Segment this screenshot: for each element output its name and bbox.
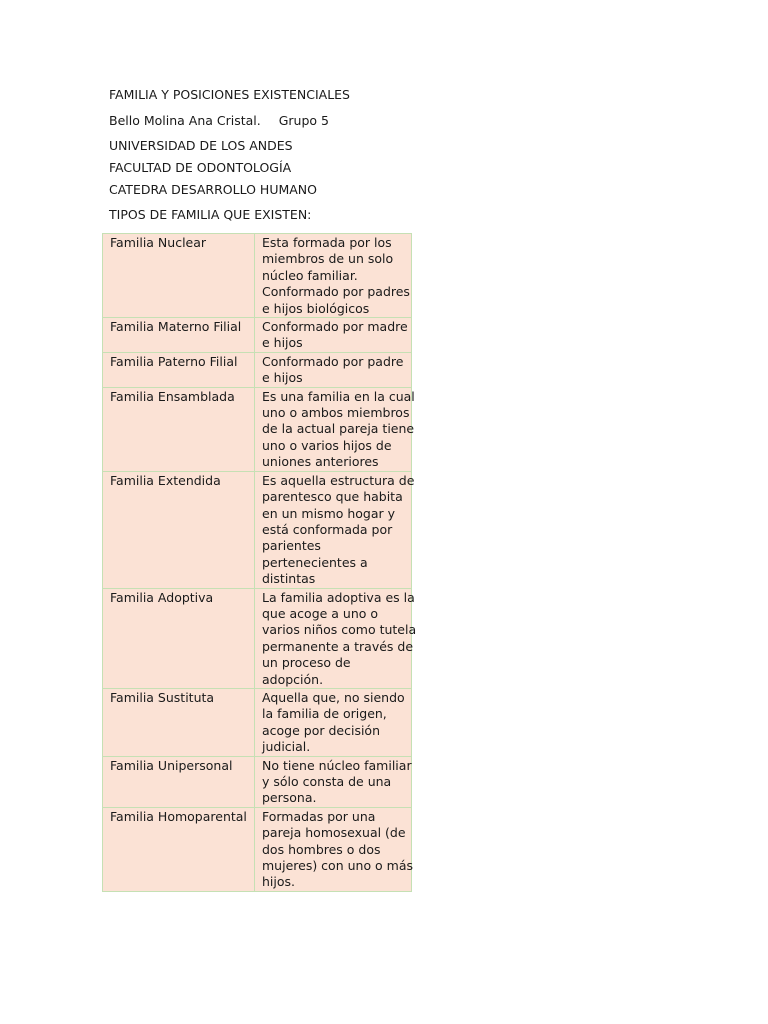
university-name: UNIVERSIDAD DE LOS ANDES: [109, 138, 293, 153]
description-line: está conformada por: [262, 521, 393, 537]
family-type-description: [255, 318, 412, 353]
description-line: en un mismo hogar y: [262, 505, 396, 521]
family-type-name: Familia Nuclear: [103, 234, 255, 318]
family-type-name: Familia Unipersonal: [103, 756, 255, 807]
group-label: Grupo 5: [278, 113, 329, 128]
family-types-table: [102, 233, 417, 892]
description-line: No tiene núcleo familiar: [262, 757, 412, 773]
table-row: [103, 318, 412, 353]
description-line: y sólo consta de una: [262, 774, 392, 789]
description-line: la familia de origen,: [262, 706, 387, 722]
family-type-description: [255, 588, 417, 688]
description-line: núcleo familiar.: [262, 267, 358, 283]
table-row: [103, 588, 412, 688]
description-line: Aquella que, no siendo: [262, 689, 405, 705]
description-line: que acoge a uno o: [262, 605, 379, 621]
description-line: La familia adoptiva es la: [262, 589, 415, 605]
description-line: hijos.: [262, 874, 296, 890]
author-line: [109, 113, 329, 129]
family-type-name: Familia Adoptiva: [103, 588, 255, 688]
description-line: pertenecientes a: [262, 554, 368, 570]
description-line: un proceso de: [262, 655, 351, 671]
family-type-description: [255, 234, 412, 318]
description-line: e hijos: [262, 370, 303, 386]
table-row: [103, 688, 412, 756]
description-line: miembros de un solo: [262, 251, 394, 267]
description-line: parientes: [262, 538, 321, 554]
description-line: Conformado por padre: [262, 353, 404, 369]
description-line: Conformado por madre: [262, 319, 408, 335]
family-type-name: Familia Ensamblada: [103, 387, 255, 471]
description-line: persona.: [262, 790, 317, 806]
family-type-description: [255, 352, 412, 387]
description-line: Esta formada por los: [262, 235, 392, 250]
table-row: [103, 352, 412, 387]
description-line: adopción.: [262, 671, 324, 687]
description-line: dos hombres o dos: [262, 841, 381, 857]
description-line: Conformado por padres: [262, 284, 410, 300]
family-type-name: Familia Materno Filial: [103, 318, 255, 353]
family-type-name: Familia Extendida: [103, 471, 255, 588]
description-line: e hijos biológicos: [262, 300, 370, 316]
description-line: e hijos: [262, 335, 303, 351]
family-type-description: [255, 471, 415, 588]
description-line: Es una familia en la cual: [262, 388, 415, 404]
family-type-name: Familia Paterno Filial: [103, 352, 255, 387]
course-name: CATEDRA DESARROLLO HUMANO: [109, 182, 317, 197]
family-type-description: [255, 807, 412, 891]
description-line: uno o varios hijos de: [262, 437, 392, 453]
description-line: acoge por decisión: [262, 722, 380, 738]
table-row: [103, 756, 412, 807]
document-title: FAMILIA Y POSICIONES EXISTENCIALES: [109, 87, 350, 102]
description-line: permanente a través de: [262, 638, 414, 654]
family-type-description: [255, 688, 412, 756]
description-line: pareja homosexual (de: [262, 825, 406, 841]
family-type-name: Familia Homoparental: [103, 807, 255, 891]
description-line: mujeres) con uno o más: [262, 858, 414, 874]
family-type-description: [255, 387, 415, 471]
family-table-body: [103, 234, 417, 892]
description-line: varios niños como tutela: [262, 622, 417, 638]
table-row: [103, 387, 412, 471]
description-line: judicial.: [262, 739, 311, 755]
faculty-name: FACULTAD DE ODONTOLOGÍA: [109, 160, 292, 175]
description-line: distintas: [262, 571, 316, 587]
description-line: parentesco que habita: [262, 489, 403, 505]
table-row: [103, 471, 412, 588]
table-row: [103, 807, 412, 891]
description-line: de la actual pareja tiene: [262, 421, 415, 437]
description-line: uniones anteriores: [262, 454, 379, 470]
family-type-description: [255, 756, 412, 807]
section-heading: TIPOS DE FAMILIA QUE EXISTEN:: [109, 207, 312, 222]
description-line: Es aquella estructura de: [262, 472, 415, 488]
family-type-name: Familia Sustituta: [103, 688, 255, 756]
author-name: Bello Molina Ana Cristal.: [109, 113, 261, 128]
description-line: uno o ambos miembros: [262, 405, 410, 421]
table-row: [103, 234, 412, 318]
description-line: Formadas por una: [262, 808, 376, 824]
